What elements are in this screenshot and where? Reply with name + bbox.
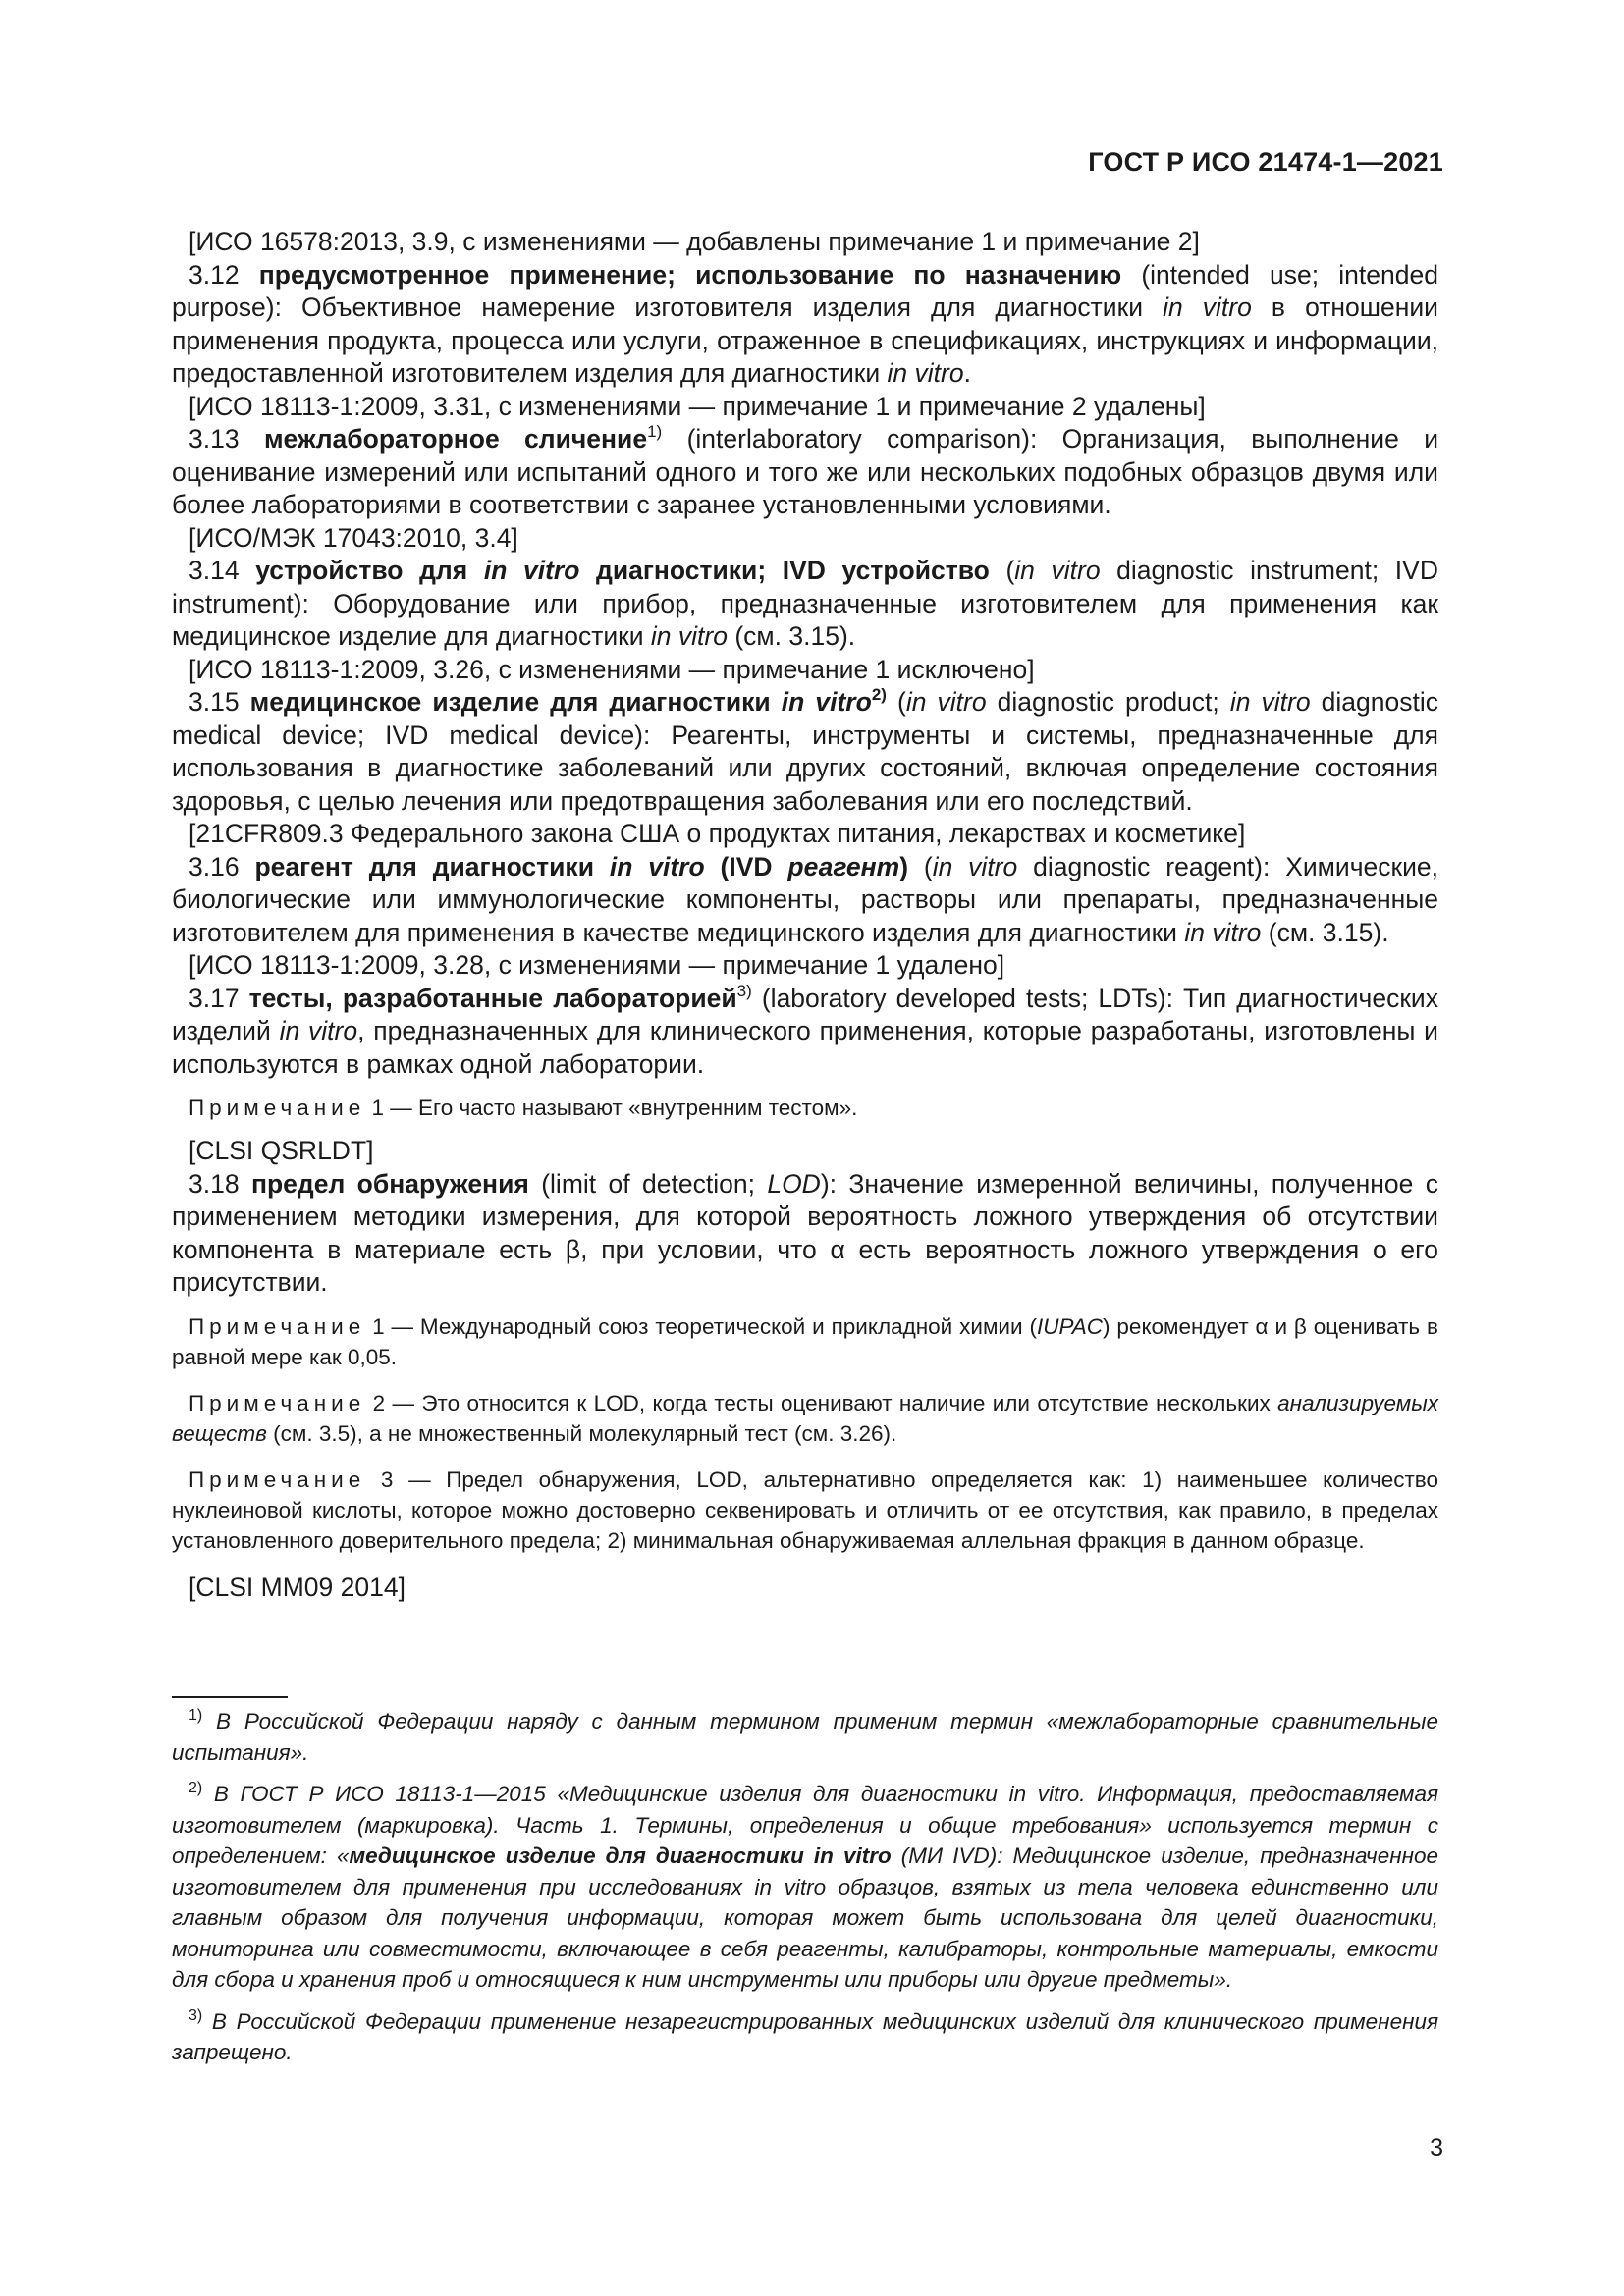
term-number: 3.12	[189, 259, 259, 290]
footnote-1: $^{1)}$ В Российской Федерации наряду с данным термином применим термин «межлабораторные сравнительные испытания».	[172, 1707, 1438, 1765]
footnotes	[172, 1706, 1438, 2068]
footnote-ref-1[interactable]: 1)	[647, 422, 663, 441]
footnote-mark: 2)	[189, 1780, 203, 1796]
term-entry-3-17: 3.17 тесты, разработанные лабораторией$^{3)}$ (laboratory developed tests; LDTs): Тип диагностических изделий in vitro, предназначенных для клинического применения, которые разработаны, изготовлены и используются в рамках одной лаборатории.	[172, 981, 1438, 1079]
footnote-ref-3[interactable]: 3)	[736, 981, 752, 1000]
source-reference: [ИСО 16578:2013, 3.9, с изменениями — добавлены примечание 1 и примечание 2]	[189, 227, 1200, 256]
note-3-18-3: Примечание 3 — Предел обнаружения, LOD, альтернативно определяется как: 1) наименьшее количество нуклеиновой кислоты, которое можно достоверно секвенировать и отличить от ее отсутствия, как правило, в пределах установленного доверительного предела; 2) минимальная обнаруживаемая аллельная фракция в данном образце.	[172, 1467, 1438, 1553]
footnote-ref-2[interactable]: 2)	[871, 685, 887, 704]
source-reference: [ИСО 18113-1:2009, 3.28, с изменениями — примечание 1 удалено]	[189, 950, 1005, 980]
term-entry-3-12: 3.12 предусмотренное применение; использование по назначению (intended use; intended purpose): Объективное намерение изготовителя изделия для диагностики in vitro в отношении применения продукта, процесса или услуги, отраженное в спецификациях, инструкциях и информации, предоставленной изготовителем изделия для диагностики in vitro.	[172, 259, 1438, 388]
footnote-3: $^{3)}$ В Российской Федерации применение незарегистрированных медицинских изделий для клинического применения запрещено.	[172, 2006, 1438, 2064]
source-reference: [ИСО 18113-1:2009, 3.26, с изменениями — примечание 1 исключено]	[189, 654, 1035, 684]
term-name: предел обнаружения	[250, 1168, 529, 1199]
term-name: медицинское изделие для диагностики in vitro	[249, 687, 872, 717]
term-name: устройство для in vitro диагностики; IVD устройство	[255, 556, 990, 585]
source-reference: [ИСО/МЭК 17043:2010, 3.4]	[189, 522, 518, 553]
term-number: 3.15	[189, 687, 250, 717]
page-number: 3	[1430, 2134, 1443, 2162]
term-entry-3-14: 3.14 устройство для in vitro диагностики; IVD устройство (in vitro diagnostic instrument; IVD instrument): Оборудование или прибор, предназначенные изготовителем для применения как медицинское изделие для диагностики in vitro (см. 3.15).	[172, 556, 1438, 651]
term-number: 3.18	[189, 1168, 251, 1199]
term-name: межлабораторное сличение	[263, 424, 648, 454]
term-number: 3.14	[189, 556, 256, 585]
term-name: предусмотренное применение; использование по назначению	[258, 259, 1122, 290]
terms-content	[172, 226, 1438, 1604]
footnote-mark: 1)	[189, 1707, 203, 1724]
source-reference: [CLSI QSRLDT]	[189, 1136, 374, 1165]
term-entry-3-15: 3.15 медицинское изделие для диагностики in vitro$^{2)}$ (in vitro diagnostic product; in vitro diagnostic medical device; IVD medical device): Реагенты, инструменты и системы, предназначенные для использования в диагностике заболеваний или других состояний, включая определение состояния здоровья, с целью лечения или предотвращения заболевания или его последствий.	[172, 685, 1438, 816]
note-3-18-2: Примечание 2 — Это относится к LOD, когда тесты оценивают наличие или отсутствие нескольких анализируемых веществ (см. 3.5), а не множественный молекулярный тест (см. 3.26).	[172, 1390, 1438, 1446]
note-label: Примечание	[189, 1390, 366, 1415]
footnote-separator	[172, 1696, 288, 1698]
term-entry-3-16: 3.16 реагент для диагностики in vitro (IVD реагент) (in vitro diagnostic reagent): Химические, биологические или иммунологические компоненты, растворы или препараты, предназначенные изготовителем для применения в качестве медицинского изделия для диагностики in vitro (см. 3.15).	[172, 851, 1438, 947]
term-entry-3-18: 3.18 предел обнаружения (limit of detection; LOD): Значение измеренной величины, полученное с применением методики измерения, для которой вероятность ложного утверждения об отсутствии компонента в материале есть β, при условии, что α есть вероятность ложного утверждения о его присутствии.	[172, 1168, 1438, 1297]
term-number: 3.16	[189, 851, 255, 881]
source-reference: [21CFR809.3 Федерального закона США о продуктах питания, лекарствах и косметике]	[189, 819, 1246, 848]
term-name: реагент для диагностики in vitro (IVD реагент)	[254, 851, 909, 881]
term-number: 3.17	[189, 983, 249, 1013]
footnote-mark: 3)	[189, 2006, 203, 2024]
note-label: Примечание	[189, 1467, 366, 1492]
source-reference: [CLSI MM09 2014]	[189, 1572, 406, 1602]
note-3-17: Примечание 1 — Его часто называют «внутренним тестом».	[189, 1095, 858, 1120]
term-entry-3-13: 3.13 межлабораторное сличение$^{1)}$ (interlaboratory comparison): Организация, выполнение и оценивание измерений или испытаний одного и того же или нескольких подобных образцов двумя или более лабораториями в соответствии с заранее установленными условиями.	[172, 422, 1439, 519]
footnote-2: $^{2)}$ В ГОСТ Р ИСО 18113-1—2015 «Медицинские изделия для диагностики in vitro. Информация, предоставляемая изготовителем (маркировка). Часть 1. Термины, определения и общие требования» используется термин с определением: «медицинское изделие для диагностики in vitro (МИ IVD): Медицинское изделие, предназначенное изготовителем для применения при исследованиях in vitro образцов, взятых из тела человека единственно или главным образом для получения информации, которая может быть использована для целей диагностики, мониторинга или совместимости, включающее в себя реагенты, калибраторы, контрольные материалы, емкости для сбора и хранения проб и относящиеся к ним инструменты или приборы или другие предметы».	[172, 1780, 1439, 1992]
source-reference: [ИСО 18113-1:2009, 3.31, с изменениями — примечание 1 и примечание 2 удалены]	[189, 391, 1206, 421]
term-number: 3.13	[189, 424, 264, 454]
note-label: Примечание	[189, 1313, 366, 1339]
term-name: тесты, разработанные лабораторией	[248, 983, 737, 1013]
note-label: Примечание	[189, 1095, 366, 1120]
standard-header: ГОСТ Р ИСО 21474-1—2021	[1088, 147, 1443, 177]
note-3-18-1: Примечание 1 — Международный союз теоретической и прикладной химии (IUPAC) рекомендует α и β оценивать в равной мере как 0,05.	[172, 1313, 1438, 1369]
